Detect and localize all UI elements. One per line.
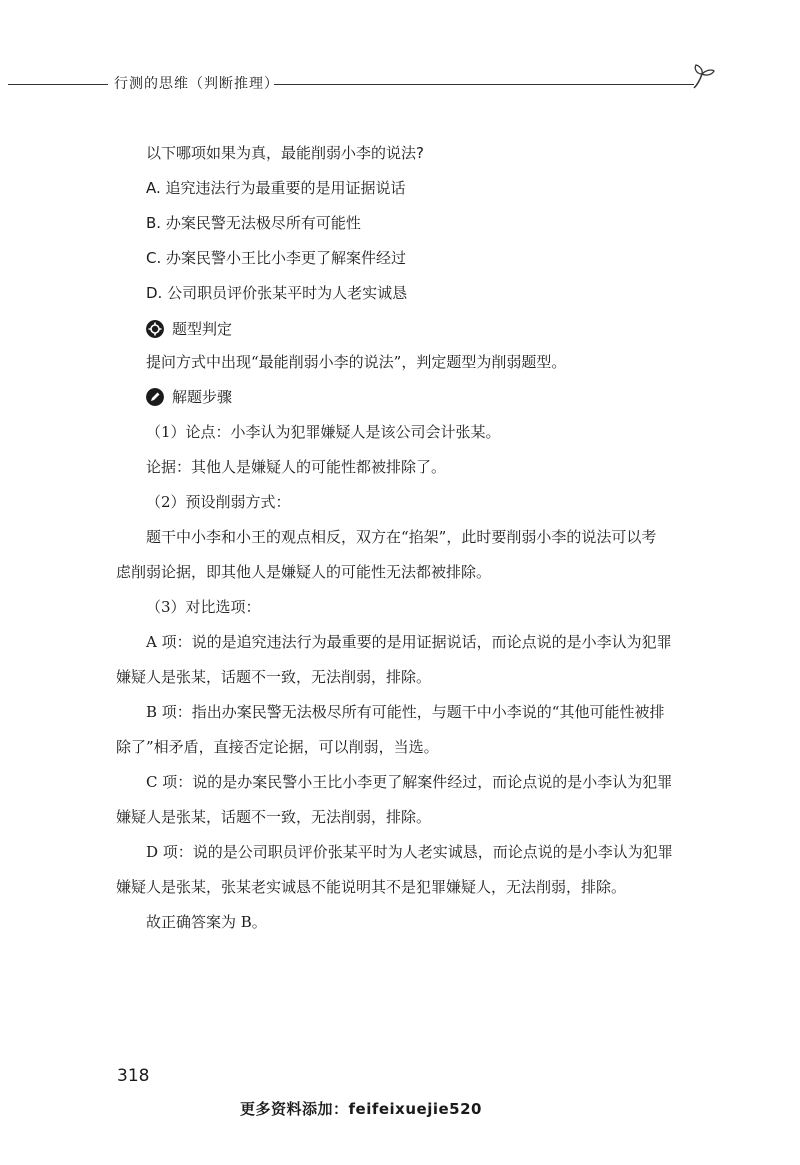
step-line: A 项：说的是追究违法行为最重要的是用证据说话，而论点说的是小李认为犯罪 <box>146 633 672 651</box>
option-a: A. 追究违法行为最重要的是用证据说话 <box>146 179 406 197</box>
step-line: 虑削弱论据，即其他人是嫌疑人的可能性无法都被排除。 <box>116 563 492 581</box>
question-stem: 以下哪项如果为真，最能削弱小李的说法? <box>146 144 424 162</box>
header-rule-right <box>274 84 694 85</box>
option-d: D. 公司职员评价张某平时为人老实诚恳 <box>146 284 408 302</box>
step-line: （2）预设削弱方式： <box>146 493 291 511</box>
step-line: （1）论点：小李认为犯罪嫌疑人是该公司会计张某。 <box>146 423 501 441</box>
option-b: B. 办案民警无法极尽所有可能性 <box>146 214 361 232</box>
step-line: 除了”相矛盾，直接否定论据，可以削弱，当选。 <box>116 738 439 756</box>
step-line: C 项：说的是办案民警小王比小李更了解案件经过，而论点说的是小李认为犯罪 <box>146 773 673 791</box>
step-line: 嫌疑人是张某，张某老实诚恳不能说明其不是犯罪嫌疑人，无法削弱，排除。 <box>116 878 627 896</box>
type-section-title: 题型判定 <box>172 320 233 338</box>
step-line: 嫌疑人是张某，话题不一致，无法削弱，排除。 <box>116 668 432 686</box>
step-line: （3）对比选项： <box>146 598 261 616</box>
type-section-heading <box>146 318 232 339</box>
option-c: C. 办案民警小王比小李更了解案件经过 <box>146 249 407 267</box>
steps-section-heading <box>146 386 232 407</box>
footer-note: 更多资料添加：feifeixuejie520 <box>240 1100 482 1118</box>
step-line: D 项：说的是公司职员评价张某平时为人老实诚恳，而论点说的是小李认为犯罪 <box>146 843 673 861</box>
step-line: B 项：指出办案民警无法极尽所有可能性，与题干中小李说的“其他可能性被排 <box>146 703 665 721</box>
step-line: 嫌疑人是张某，话题不一致，无法削弱，排除。 <box>116 808 432 826</box>
step-line: 论据：其他人是嫌疑人的可能性都被排除了。 <box>146 458 447 476</box>
step-line: 题干中小李和小王的观点相反，双方在“掐架”，此时要削弱小李的说法可以考 <box>146 528 657 546</box>
steps-section-title: 解题步骤 <box>172 388 233 406</box>
header-rule-left <box>8 84 108 85</box>
page-number: 318 <box>117 1066 150 1086</box>
sprout-icon <box>690 62 716 90</box>
header-title: 行测的思维（判断推理） <box>114 76 279 92</box>
pencil-badge-icon <box>146 388 164 406</box>
gear-badge-icon <box>146 320 164 338</box>
answer-line: 故正确答案为 B。 <box>146 913 267 931</box>
type-section-text: 提问方式中出现“最能削弱小李的说法”，判定题型为削弱题型。 <box>146 353 567 371</box>
running-header <box>0 68 740 98</box>
